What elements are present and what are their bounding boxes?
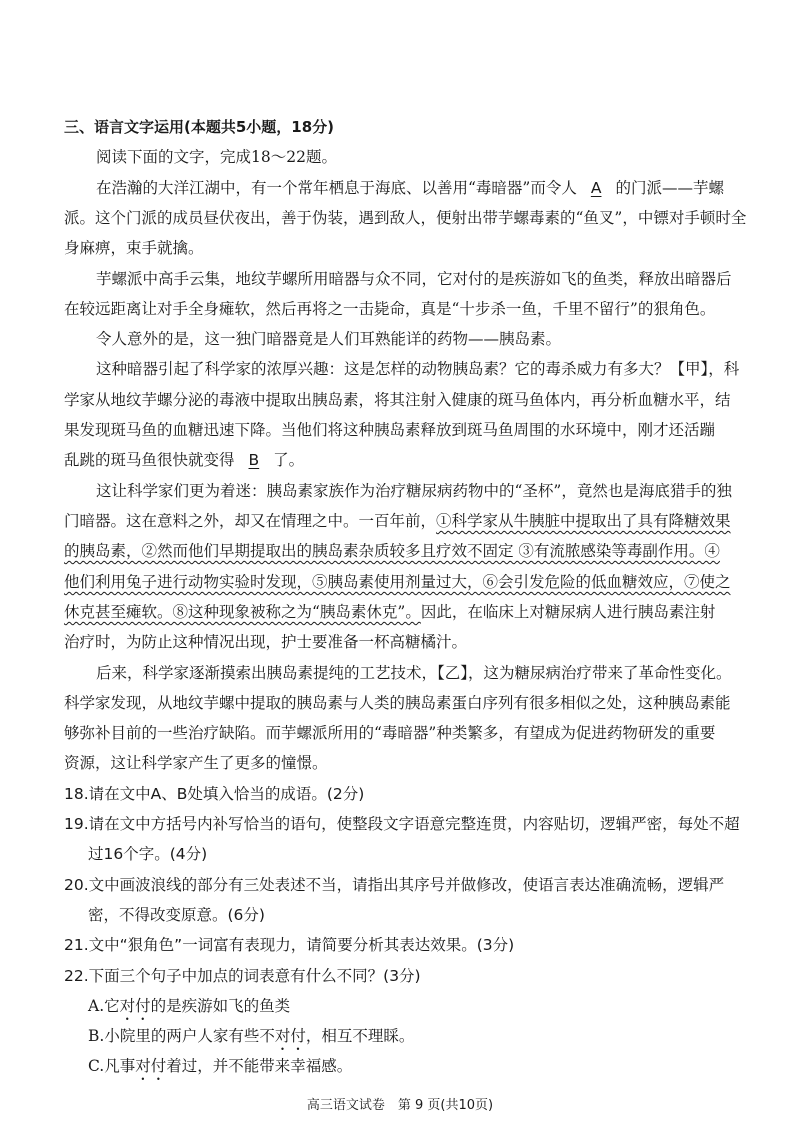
paragraph-5-line-4: 他们利用兔子进行动物实验时发现，⑤胰岛素使用剂量过大，⑥会引发危险的低血糖效应，⑦使之 (64, 573, 731, 591)
question-20-line-1: 20.文中画波浪线的部分有三处表述不当，请指出其序号并做修改，使语言表达准确流畅，逻辑严 (64, 876, 725, 894)
question-22: 22.下面三个句子中加点的词表意有什么不同？(3分) (64, 967, 421, 985)
paragraph-2-line-2: 在较远距离让对手全身瘫软，然后再将之一击毙命，真是“十步杀一鱼，千里不留行”的狠角色。 (64, 300, 716, 318)
paragraph-4-line-1: 这种暗器引起了科学家的浓厚兴趣：这是怎样的动物胰岛素？它的毒杀威力有多大？【甲】，科 (96, 360, 740, 378)
question-19-line-1: 19.请在文中方括号内补写恰当的语句，使整段文字语意完整连贯，内容贴切，逻辑严密，每处不超 (64, 815, 740, 833)
paragraph-5-line-2 (64, 511, 731, 531)
question-20-line-2: 密，不得改变原意。(6分) (88, 906, 265, 924)
page-footer: 高三语文试卷 第 9 页(共10页) (306, 1098, 494, 1113)
dotted-word: 对付 (119, 997, 151, 1015)
question-19-line-2: 过16个字。(4分) (88, 845, 208, 863)
paragraph-5-line-3: 的胰岛素，②然而他们早期提取出的胰岛素杂质较多且疗效不固定 ③有流脓感染等毒副作用。④ (64, 542, 720, 560)
blank-a: A (590, 179, 602, 197)
text: 的门派——芋螺 (615, 179, 724, 197)
question-21: 21.文中“狠角色”一词富有表现力，请简要分析其表达效果。(3分) (64, 936, 515, 954)
text: 因此，在临床上对糖尿病人进行胰岛素注射 (420, 603, 716, 621)
wavy-underlined-text: ①科学家从牛胰脏中提取出了具有降糖效果 (436, 512, 731, 530)
option-a (88, 996, 290, 1024)
paragraph-1-line-1 (96, 178, 724, 198)
text: 了。 (273, 451, 305, 469)
paragraph-6-line-3: 够弥补目前的一些治疗缺陷。而芋螺派所用的“毒暗器”种类繁多，有望成为促进药物研发的重要 (64, 724, 716, 742)
paragraph-4-line-4 (64, 450, 304, 470)
paragraph-4-line-2: 学家从地纹芋螺分泌的毒液中提取出胰岛素，将其注射入健康的斑马鱼体内，再分析血糖水平，结 (64, 391, 731, 409)
paragraph-5-line-6: 治疗时，为防止这种情况出现，护士要准备一杯高糖橘汁。 (64, 633, 468, 651)
wavy-underlined-text: 休克甚至瘫软。⑧这种现象被称之为“胰岛素休克”。 (64, 603, 421, 621)
section-title: 三、语言文字运用(本题共5小题，18分) (64, 118, 335, 136)
paragraph-6-line-2: 科学家发现，从地纹芋螺中提取的胰岛素与人类的胰岛素蛋白序列有很多相似之处，这种胰岛素能 (64, 694, 731, 712)
option-c (88, 1056, 352, 1084)
paragraph-3-line-1: 令人意外的是，这一独门暗器竟是人们耳熟能详的药物——胰岛素。 (96, 330, 562, 348)
paragraph-5-line-5 (64, 602, 715, 622)
paragraph-6-line-1: 后来，科学家逐渐摸索出胰岛素提纯的工艺技术，【乙】，这为糖尿病治疗带来了革命性变化。 (96, 664, 732, 682)
text: C.凡事 (88, 1057, 136, 1075)
text: ，相互不理睬。 (305, 1027, 415, 1045)
dotted-word: 对付 (274, 1027, 306, 1045)
paragraph-1-line-2: 派。这个门派的成员昼伏夜出，善于伪装，遇到敌人，便射出带芋螺毒素的“鱼叉”，中镖对手顿时全 (64, 209, 747, 227)
text: 的是疾游如飞的鱼类 (150, 997, 291, 1015)
text: 乱跳的斑马鱼很快就变得 (64, 451, 235, 469)
blank-b: B (248, 451, 260, 469)
instruction: 阅读下面的文字，完成18～22题。 (96, 148, 337, 166)
paragraph-5-line-1: 这让科学家们更为着迷：胰岛素家族作为治疗糖尿病药物中的“圣杯”，竟然也是海底猎手的独 (96, 482, 732, 500)
text: 门暗器。这在意料之外，却又在情理之中。一百年前， (64, 512, 437, 530)
paragraph-4-line-3: 果发现斑马鱼的血糖迅速下降。当他们将这种胰岛素释放到斑马鱼周围的水环境中，刚才还活蹦 (64, 421, 716, 439)
paragraph-1-line-3: 身麻痹，束手就擒。 (64, 239, 204, 257)
text: 在浩瀚的大洋江湖中，有一个常年栖息于海底、以善用“毒暗器”而令人 (96, 179, 577, 197)
text: A.它 (88, 997, 120, 1015)
paragraph-6-line-4: 资源，这让科学家产生了更多的憧憬。 (64, 754, 328, 772)
paragraph-2-line-1: 芋螺派中高手云集，地纹芋螺所用暗器与众不同，它对付的是疾游如飞的鱼类，释放出暗器后 (96, 270, 732, 288)
option-b (88, 1026, 414, 1054)
text: B.小院里的两户人家有些不 (88, 1027, 275, 1045)
dotted-word: 对付 (135, 1057, 167, 1075)
question-18: 18.请在文中A、B处填入恰当的成语。(2分) (64, 785, 365, 803)
text: 着过，并不能带来幸福感。 (166, 1057, 353, 1075)
